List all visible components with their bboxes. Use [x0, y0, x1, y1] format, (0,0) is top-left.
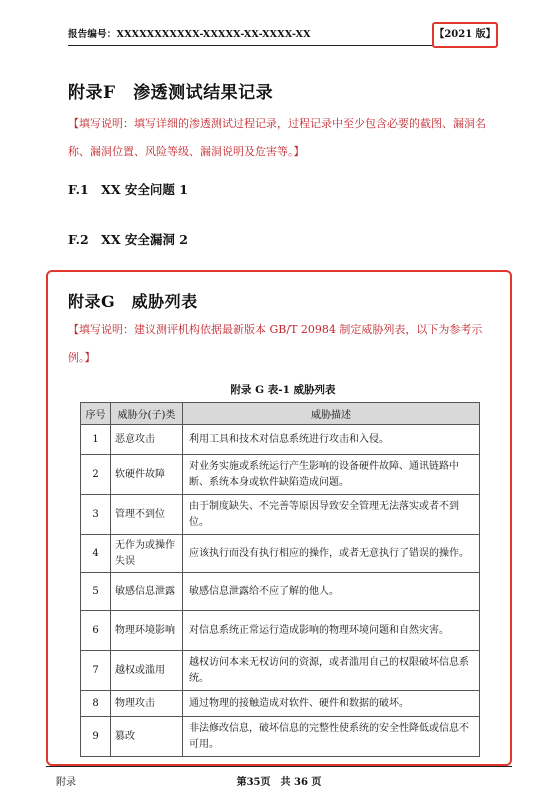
row-description: 敏感信息泄露给不应了解的他人。 [183, 573, 480, 611]
footer-section-label: 附录 [56, 777, 76, 788]
row-description: 应该执行而没有执行相应的操作，或者无意执行了错误的操作。 [183, 535, 480, 573]
row-category: 管理不到位 [111, 495, 183, 535]
table-header-row [81, 403, 480, 425]
row-description: 非法修改信息，破坏信息的完整性使系统的安全性降低或信息不可用。 [183, 717, 480, 757]
row-category: 软硬件故障 [111, 455, 183, 495]
appendix-f-note: 【填写说明：填写详细的渗透测试过程记录，过程记录中至少包含必要的截图、漏洞名称、漏洞位置、风险等级、漏洞说明及危害等。】 [68, 117, 486, 158]
row-description: 由于制度缺失、不完善等原因导致安全管理无法落实或者不到位。 [183, 495, 480, 535]
table-row [81, 611, 480, 651]
page-number: 第35页 共 36 页 [236, 777, 322, 788]
table-row [81, 573, 480, 611]
row-no: 1 [81, 425, 111, 455]
row-description: 对业务实施或系统运行产生影响的设备硬件故障、通讯链路中断、系统本身或软件缺陷造成问题。 [183, 455, 480, 495]
row-no: 8 [81, 691, 111, 717]
table-caption: 附录 G 表-1 威胁列表 [230, 384, 336, 396]
row-no: 4 [81, 535, 111, 573]
row-description: 越权访问本来无权访问的资源，或者滥用自己的权限破坏信息系统。 [183, 651, 480, 691]
row-category: 物理攻击 [111, 691, 183, 717]
table-row [81, 495, 480, 535]
page-header [68, 22, 498, 46]
threat-table [80, 402, 480, 757]
table-row [81, 455, 480, 495]
appendix-f-title: 附录F 渗透测试结果记录 [68, 83, 274, 103]
page-footer [46, 766, 512, 790]
appendix-g-note: 【填写说明：建议测评机构依据最新版本 GB/T 20984 制定威胁列表，以下为参考示例。】 [68, 323, 483, 364]
row-category: 无作为或操作失误 [111, 535, 183, 573]
header-category: 威胁分(子)类 [111, 403, 183, 425]
row-no: 9 [81, 717, 111, 757]
row-description: 对信息系统正常运行造成影响的物理环境问题和自然灾害。 [183, 611, 480, 651]
row-category: 越权或滥用 [111, 651, 183, 691]
table-row [81, 535, 480, 573]
row-category: 物理环境影响 [111, 611, 183, 651]
header-description: 威胁描述 [183, 403, 480, 425]
row-no: 3 [81, 495, 111, 535]
row-no: 2 [81, 455, 111, 495]
table-row [81, 651, 480, 691]
row-description: 利用工具和技术对信息系统进行攻击和入侵。 [183, 425, 480, 455]
edition-badge: 【2021 版】 [432, 22, 498, 48]
appendix-g-title: 附录G 威胁列表 [68, 292, 198, 311]
header-no: 序号 [81, 403, 111, 425]
row-category: 恶意攻击 [111, 425, 183, 455]
row-description: 通过物理的接触造成对软件、硬件和数据的破坏。 [183, 691, 480, 717]
report-number: 报告编号：XXXXXXXXXXX-XXXXX-XX-XXXX-XX [68, 29, 311, 40]
row-no: 6 [81, 611, 111, 651]
table-row [81, 425, 480, 455]
row-no: 7 [81, 651, 111, 691]
table-row [81, 717, 480, 757]
section-f2-heading: F.2 XX 安全漏洞 2 [68, 232, 188, 247]
row-category: 篡改 [111, 717, 183, 757]
row-no: 5 [81, 573, 111, 611]
section-f1-heading: F.1 XX 安全问题 1 [68, 182, 188, 197]
table-row [81, 691, 480, 717]
row-category: 敏感信息泄露 [111, 573, 183, 611]
